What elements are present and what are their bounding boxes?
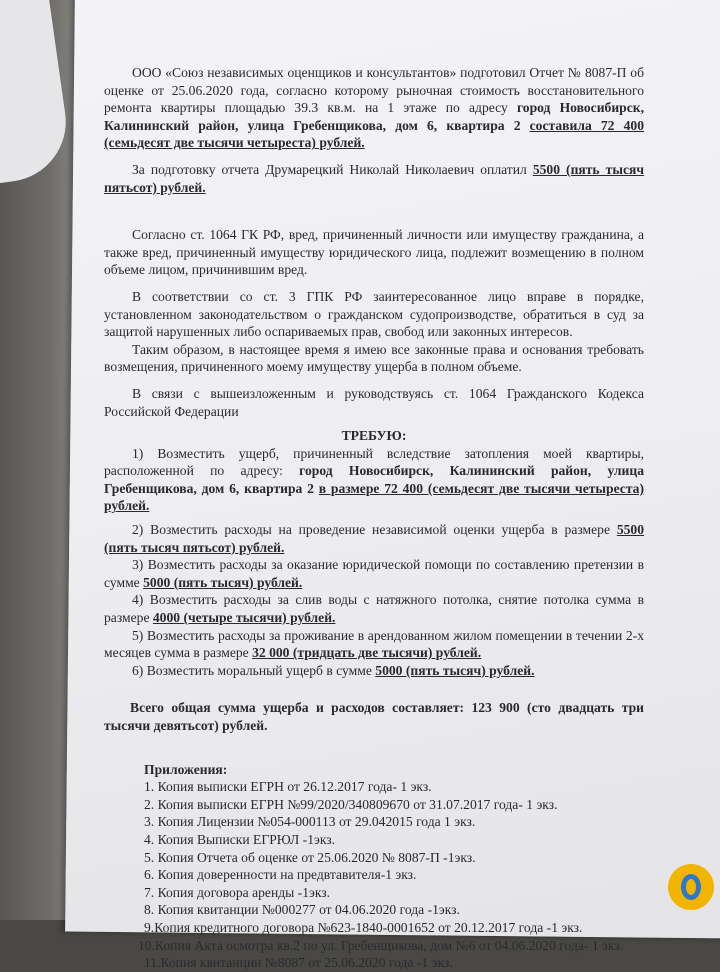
demand-item-1: 1) Возместить ущерб, причиненный вследствие затопления моей квартиры, расположенной по адресу: город Новосибирск, Калининский район, улица Гребенщикова, дом 6, квартира 2 в размере 72 400 (семьдесят две тысячи четыреста) рублей. — [104, 445, 644, 514]
document-body — [104, 64, 644, 972]
demand-address: город Новосибирск, Калининский район, улица Гребенщикова, дом 6, квартира 2 — [104, 463, 644, 496]
paragraph-conclusion: Таким образом, в настоящее время я имею все законные права и основания требовать возмещения, причиненного моему имуществу ущерба в полном объеме. — [104, 341, 644, 375]
demand-amount-5: 32 000 (тридцать две тысячи) рублей. — [252, 645, 482, 661]
property-address: город Новосибирск, Калининский район, улица Гребенщикова, дом 6, квартира 2 — [104, 100, 644, 133]
paragraph-article-1064: Согласно ст. 1064 ГК РФ, вред, причиненный личности или имуществу гражданина, а также вред, причиненный имуществу юридического лица, подлежит возмещению в полном объеме лицом, причинившим вред. — [104, 227, 644, 278]
total-amount: Всего общая сумма ущерба и расходов составляет: 123 900 (сто двадцать три тысячи девятьсот) рублей. — [104, 700, 644, 733]
attachment-item: 1. Копия выписки ЕГРН от 26.12.2017 года- 1 экз. — [144, 779, 432, 795]
demand-item-4: 4) Возместить расходы за слив воды с натяжного потолка, снятие потолка сумма в размере 4000 (четыре тысячи) рублей. — [104, 592, 644, 626]
payment-amount: 5500 (пять тысяч пятьсот) рублей. — [104, 161, 644, 195]
attachment-item: 11.Копия квитанции №8087 от 25.06.2020 года -1 экз. — [144, 955, 453, 971]
demand-amount-1: в размере 72 400 (семьдесят две тысячи четыреста) рублей. — [104, 480, 644, 514]
demand-amount-2: 5500 (пять тысяч пятьсот) рублей. — [104, 522, 644, 555]
demand-amount-3: 5000 (пять тысяч) рублей. — [143, 574, 303, 590]
demand-item-6: 6) Возместить моральный ущерб в сумме 5000 (пять тысяч) рублей. — [132, 662, 535, 678]
demand-item-3: 3) Возместить расходы за оказание юридической помощи по составлению претензии в сумме 5000 (пять тысяч) рублей. — [104, 557, 644, 590]
attachment-item: 6. Копия доверенности на предвтавителя-1 экз. — [144, 867, 417, 883]
demand-amount-6: 5000 (пять тысяч) рублей. — [375, 662, 535, 678]
paragraph-basis: В связи с вышеизложенным и руководствуясь ст. 1064 Гражданского Кодекса Российской Федерации — [104, 385, 644, 419]
demand-amount-4: 4000 (четыре тысячи) рублей. — [152, 610, 336, 626]
attachments-heading: Приложения: — [144, 761, 228, 777]
attachment-item: 5. Копия Отчета об оценке от 25.06.2020 № 8087-П -1экз. — [144, 849, 476, 865]
demand-title: ТРЕБУЮ: — [341, 428, 407, 444]
attachments-list — [138, 761, 644, 972]
paragraph-payment: За подготовку отчета Друмарецкий Николай Николаевич оплатил 5500 (пять тысяч пятьсот) рублей. — [104, 161, 644, 195]
attachment-item: 3. Копия Лицензии №054-000113 от 29.042015 года 1 экз. — [144, 814, 476, 830]
attachment-item: 4. Копия Выписки ЕГРЮЛ -1экз. — [144, 831, 336, 847]
paragraph-valuation: ООО «Союз независимых оценщиков и консультантов» подготовил Отчет № 8087-П об оценке от 25.06.2020 года, согласно которому рыночная стоимость восстановительного ремонта квартиры площадью 39.3 кв.м. на 1 этаже по адресу город Новосибирск, Калининский район, улица Гребенщикова, дом 6, квартира 2 составила 72 400 (семьдесят две тысячи четыреста) рублей. — [104, 65, 644, 151]
attachment-item: 8. Копия квитанции №000277 от 04.06.2020 года -1экз. — [144, 902, 460, 918]
demand-item-5: 5) Возместить расходы за проживание в арендованном жилом помещении в течении 2-х месяцев сумма в размере 32 000 (тридцать две тысячи) рублей. — [104, 627, 644, 661]
valuation-amount: составила 72 400 (семьдесят две тысячи четыреста) рублей. — [104, 117, 644, 151]
demand-item-2: 2) Возместить расходы на проведение независимой оценки ущерба в размере 5500 (пять тысяч пятьсот) рублей. — [104, 522, 644, 555]
attachment-item: 7. Копия договора аренды -1экз. — [144, 884, 331, 900]
attachment-item: 2. Копия выписки ЕГРН №99/2020/340809670 от 31.07.2017 года- 1 экз. — [144, 796, 558, 812]
attachment-item: 10.Копия Акта осмотра кв.2 по ул. Гребенщикова, дом №6 от 04.06.2020 года- 1 экз. — [138, 937, 624, 953]
watermark-logo-core — [686, 879, 696, 895]
attachment-item: 9.Копия кредитного договора №623-1840-0001652 от 20.12.2017 года -1 экз. — [144, 919, 583, 935]
paragraph-article-3: В соответствии со ст. 3 ГПК РФ заинтересованное лицо вправе в порядке, установленном законодательством о гражданском судопроизводстве, обратиться в суд за защитой нарушенных либо оспариваемых прав, свобод или законных интересов. — [104, 288, 644, 340]
